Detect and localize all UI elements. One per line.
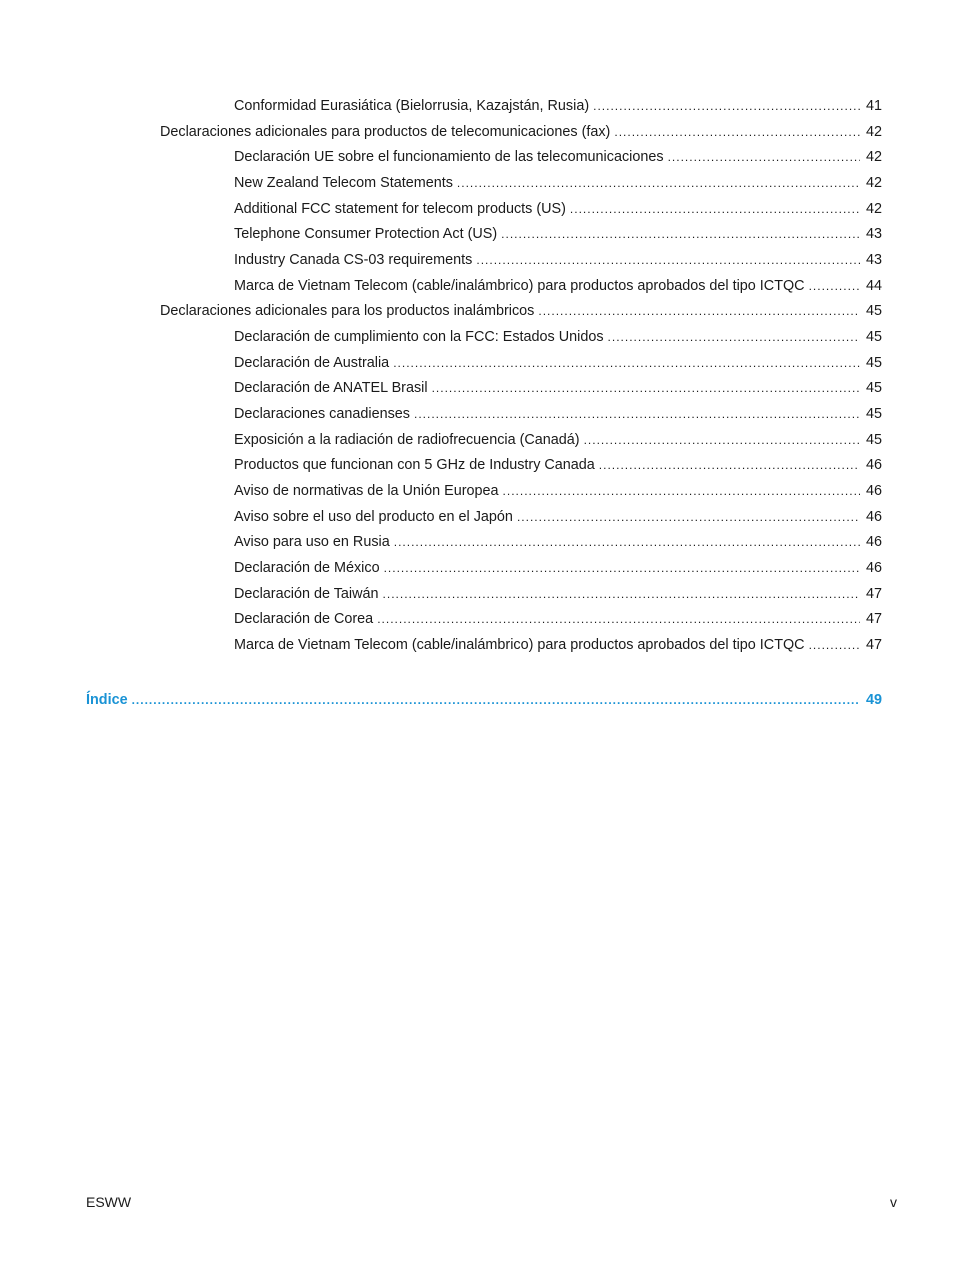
toc-entry-conformidad-eurasiatica[interactable]	[234, 96, 882, 116]
toc-entry-page: 45	[865, 432, 882, 448]
toc-entry-page: 47	[865, 637, 882, 653]
toc-entry-page: 45	[865, 406, 882, 422]
toc-entry-title: Telephone Consumer Protection Act (US)	[234, 226, 498, 242]
toc-leader-dots	[538, 301, 860, 321]
toc-entry-page: 42	[865, 149, 882, 165]
toc-entry-uso-rusia[interactable]	[234, 532, 882, 552]
toc-entry-indice[interactable]	[86, 690, 882, 710]
toc-leader-dots	[377, 609, 860, 629]
toc-leader-dots	[570, 199, 860, 219]
toc-entry-page: 41	[865, 98, 882, 114]
toc-leader-dots	[414, 404, 860, 424]
toc-entry-title: Declaraciones canadienses	[234, 406, 410, 422]
toc-entry-declaracion-taiwan[interactable]	[234, 584, 882, 604]
toc-entry-normativas-ue[interactable]	[234, 481, 882, 501]
toc-entry-title: Declaraciones adicionales para los productos inalámbricos	[160, 303, 535, 319]
toc-entry-page: 46	[865, 457, 882, 473]
toc-entry-productos-5ghz[interactable]	[234, 455, 882, 475]
toc-entry-exposicion-radiofrecuencia[interactable]	[234, 430, 882, 450]
toc-entry-title: Conformidad Eurasiática (Bielorrusia, Kazajstán, Rusia)	[234, 98, 590, 114]
toc-entry-title: Industry Canada CS-03 requirements	[234, 252, 473, 268]
toc-entry-title: Aviso de normativas de la Unión Europea	[234, 483, 499, 499]
toc-entry-page: 46	[865, 483, 882, 499]
toc-leader-dots	[132, 690, 860, 710]
toc-entry-page: 46	[865, 560, 882, 576]
toc-entry-declaraciones-canadienses[interactable]	[234, 404, 882, 424]
toc-leader-dots	[457, 173, 860, 193]
toc-entry-title: Aviso para uso en Rusia	[234, 534, 390, 550]
toc-entry-uso-japon[interactable]	[234, 507, 882, 527]
toc-entry-vietnam-telecom-47[interactable]	[234, 635, 882, 655]
toc-entry-page: 42	[865, 124, 882, 140]
toc-leader-dots	[614, 122, 860, 142]
toc-leader-dots	[393, 353, 860, 373]
toc-entry-page: 44	[865, 278, 882, 294]
toc-entry-page: 45	[865, 355, 882, 371]
toc-leader-dots	[383, 584, 860, 604]
toc-entry-title: Declaración de cumplimiento con la FCC: Estados Unidos	[234, 329, 604, 345]
toc-entry-title: Declaración de ANATEL Brasil	[234, 380, 428, 396]
toc-entry-page: 45	[865, 303, 882, 319]
toc-entry-declaracion-corea[interactable]	[234, 609, 882, 629]
toc-leader-dots	[668, 147, 860, 167]
toc-entry-page: 43	[865, 226, 882, 242]
toc-entry-page: 46	[865, 534, 882, 550]
footer-doc-code: ESWW	[86, 1194, 132, 1210]
toc-entry-title: Índice	[86, 692, 128, 708]
toc-entry-telephone-consumer-protection[interactable]	[234, 224, 882, 244]
toc-entry-page: 42	[865, 175, 882, 191]
toc-entry-new-zealand-telecom[interactable]	[234, 173, 882, 193]
toc-leader-dots	[384, 558, 860, 578]
toc-entry-declaracion-australia[interactable]	[234, 353, 882, 373]
toc-entry-page: 47	[865, 611, 882, 627]
toc-entry-declaracion-ue-telecom[interactable]	[234, 147, 882, 167]
toc-entry-page: 45	[865, 380, 882, 396]
toc-leader-dots	[593, 96, 860, 116]
toc-entry-title: Marca de Vietnam Telecom (cable/inalámbrico) para productos aprobados del tipo ICTQC	[234, 637, 805, 653]
toc-leader-dots	[476, 250, 860, 270]
toc-leader-dots	[501, 224, 860, 244]
toc-entry-title: Productos que funcionan con 5 GHz de Industry Canada	[234, 457, 595, 473]
toc-leader-dots	[394, 532, 860, 552]
toc-entry-title: Declaraciones adicionales para productos de telecomunicaciones (fax)	[160, 124, 611, 140]
toc-entry-title: Declaración de Australia	[234, 355, 390, 371]
toc-leader-dots	[517, 507, 860, 527]
toc-entry-declaraciones-telecom-fax[interactable]	[160, 122, 882, 142]
toc-entry-industry-canada-cs03[interactable]	[234, 250, 882, 270]
toc-leader-dots	[432, 378, 860, 398]
toc-entry-fcc-estados-unidos[interactable]	[234, 327, 882, 347]
toc-entry-declaracion-mexico[interactable]	[234, 558, 882, 578]
toc-entry-title: Declaración de Corea	[234, 611, 374, 627]
toc-entry-page: 49	[865, 692, 882, 708]
toc-entry-page: 43	[865, 252, 882, 268]
toc-leader-dots	[599, 455, 860, 475]
toc-entry-page: 45	[865, 329, 882, 345]
toc-entry-additional-fcc-telecom[interactable]	[234, 199, 882, 219]
toc-entry-title: Declaración de México	[234, 560, 380, 576]
toc-entry-page: 42	[865, 201, 882, 217]
toc-entry-anatel-brasil[interactable]	[234, 378, 882, 398]
toc-leader-dots	[584, 430, 860, 450]
footer-page-number: v	[890, 1194, 897, 1210]
toc-entry-vietnam-telecom-44[interactable]	[234, 276, 882, 296]
toc-entry-declaraciones-inalambricos[interactable]	[160, 301, 882, 321]
toc-entry-page: 47	[865, 586, 882, 602]
toc-entry-title: Additional FCC statement for telecom products (US)	[234, 201, 566, 217]
toc-entry-title: Declaración de Taiwán	[234, 586, 379, 602]
toc-entry-title: Declaración UE sobre el funcionamiento de las telecomunicaciones	[234, 149, 664, 165]
toc-entry-title: New Zealand Telecom Statements	[234, 175, 453, 191]
toc-entry-title: Exposición a la radiación de radiofrecuencia (Canadá)	[234, 432, 580, 448]
toc-entry-title: Marca de Vietnam Telecom (cable/inalámbrico) para productos aprobados del tipo ICTQC	[234, 278, 805, 294]
toc-leader-dots	[503, 481, 860, 501]
toc-leader-dots	[809, 276, 860, 296]
toc-entry-page: 46	[865, 509, 882, 525]
toc-leader-dots	[809, 635, 860, 655]
toc-entry-title: Aviso sobre el uso del producto en el Japón	[234, 509, 513, 525]
toc-leader-dots	[608, 327, 860, 347]
